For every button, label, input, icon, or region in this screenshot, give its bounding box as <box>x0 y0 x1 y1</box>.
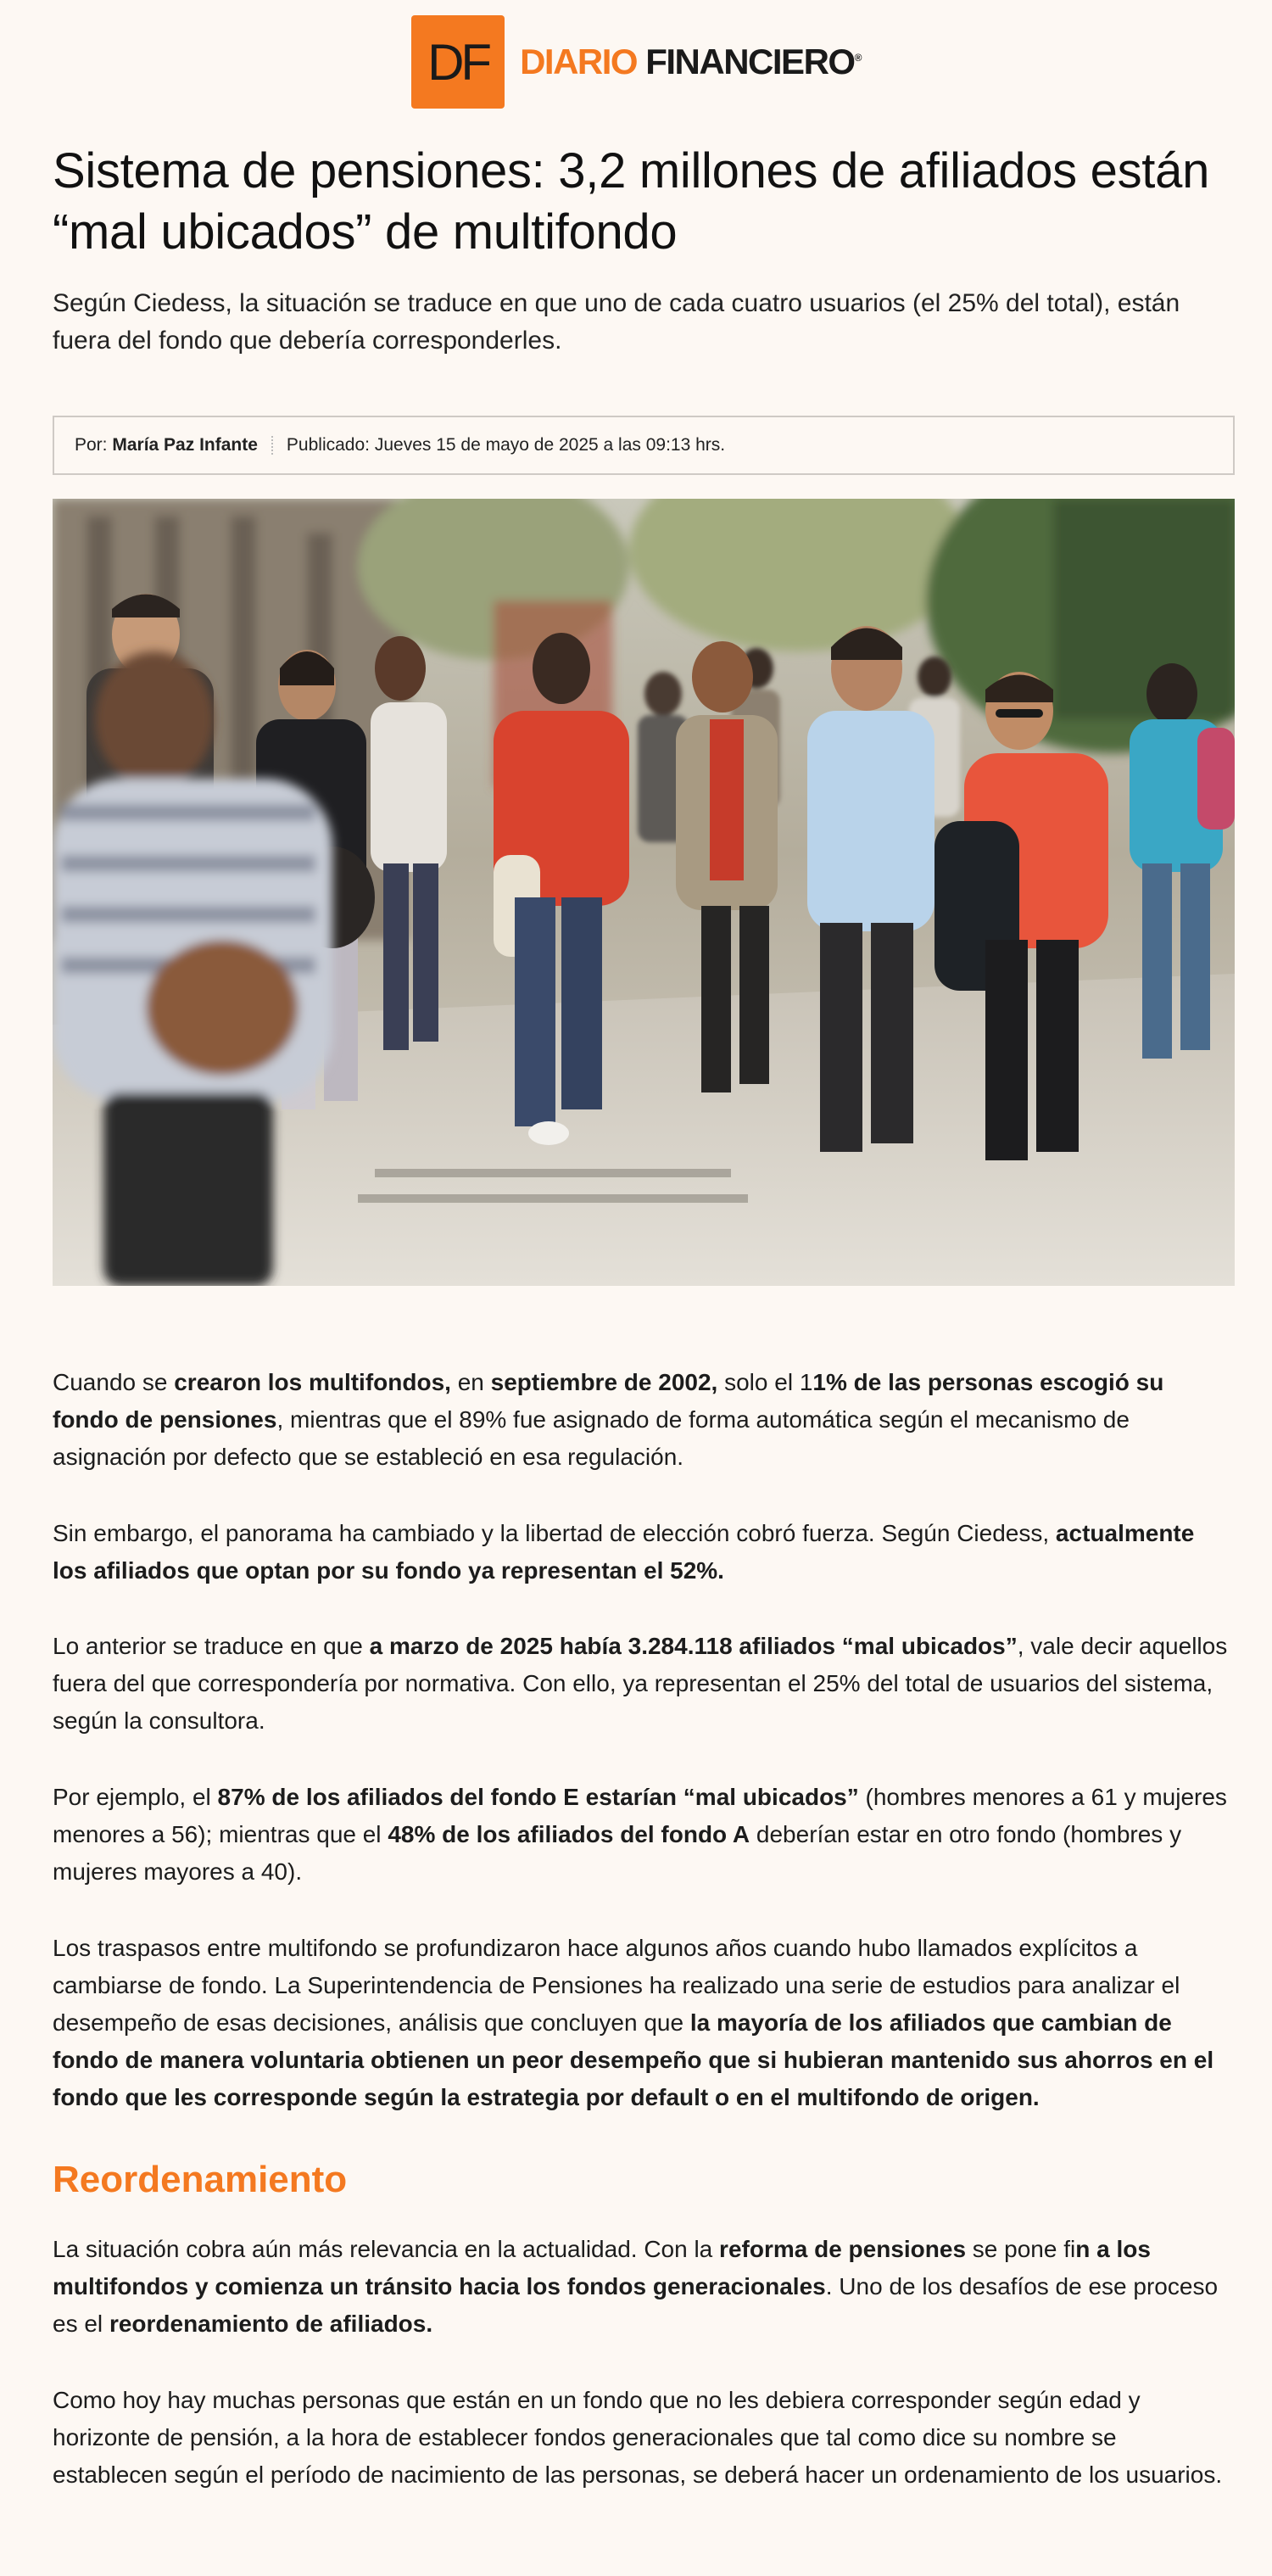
author-name[interactable]: María Paz Infante <box>112 435 258 455</box>
text-run: Los traspasos entre multifondo se profundizaron hace algunos años cuando hubo llamados explícitos a cambiarse de fondo. La Superintendencia de Pensiones ha realizado una serie de estudios para analizar el desempeño de esas decisiones, análisis que concluyen que <box>53 1935 1180 2036</box>
text-run: Como hoy hay muchas personas que están en un fondo que no les debiera corresponder según edad y horizonte de pensión, a la hora de establecer fondos generacionales que tal como dice su nombre se establecen según el período de nacimiento de las personas, se deberá hacer un ordenamiento de los usuarios. <box>53 2387 1223 2488</box>
byline-separator <box>271 436 273 455</box>
bold-text-run: septiembre de 2002, <box>490 1369 718 1395</box>
bold-text-run: 87% de los afiliados del fondo E estarían “mal ubicados” <box>217 1784 859 1810</box>
text-run: (hombres menores a 61 y mujeres menores a 56); mientras que el <box>53 1784 1227 1847</box>
text-run: en <box>450 1369 491 1395</box>
text-run: . Uno de los desafíos de ese proceso es el <box>53 2273 1219 2337</box>
bold-text-run: reordenamiento de afiliados. <box>109 2311 433 2337</box>
article-paragraph-6 <box>53 2231 1235 2343</box>
article-paragraph-3 <box>53 1628 1235 1740</box>
logo-mark: DF <box>411 15 505 109</box>
logo-wordmark <box>520 42 861 82</box>
logo-word-financiero: FINANCIERO <box>645 42 855 81</box>
article-paragraph-2 <box>53 1515 1235 1590</box>
bold-text-run: actualmente los afiliados que optan por su fondo ya representan el 52%. <box>53 1520 1195 1584</box>
published-date: Jueves 15 de mayo de 2025 a las 09:13 hrs. <box>374 435 726 455</box>
bold-text-run: la mayoría de los afiliados que cambian de fondo de manera voluntaria obtienen un peor desempeño que si hubieran mantenido sus ahorros en el fondo que les corresponde según la estrategia por default o en el multifondo de origen. <box>53 2009 1214 2110</box>
text-run: se pone fi <box>966 2236 1076 2262</box>
text-run: Por ejemplo, el <box>53 1784 218 1810</box>
bold-text-run: 1% de las personas escogió su fondo de pensiones <box>53 1369 1164 1433</box>
by-label: Por: <box>75 435 108 455</box>
registered-mark: ® <box>854 52 861 64</box>
logo-word-diario: DIARIO <box>520 42 638 81</box>
article-paragraph-7 <box>53 2382 1235 2494</box>
section-heading: Reordenamiento <box>53 2159 348 2200</box>
article-paragraph-5 <box>53 1930 1235 2116</box>
text-run: La situación cobra aún más relevancia en la actualidad. Con la <box>53 2236 720 2262</box>
article-title: Sistema de pensiones: 3,2 millones de afiliados están “mal ubicados” de multifondo <box>53 143 1210 260</box>
bold-text-run: 48% de los afiliados del fondo A <box>388 1821 750 1847</box>
byline <box>53 416 1235 475</box>
article-photo <box>53 499 1235 1286</box>
article-subtitle: Según Ciedess, la situación se traduce en que uno de cada cuatro usuarios (el 25% del total), están fuera del fondo que debería corresponderles. <box>53 289 1180 355</box>
text-run: , mientras que el 89% fue asignado de forma automática según el mecanismo de asignación por defecto que se estableció en esa regulación. <box>53 1406 1130 1470</box>
text-run: deberían estar en otro fondo (hombres y mujeres mayores a 40). <box>53 1821 1182 1885</box>
text-run: Lo anterior se traduce en que <box>53 1633 370 1659</box>
site-logo[interactable] <box>0 15 1272 109</box>
bold-text-run: a marzo de 2025 había 3.284.118 afiliados “mal ubicados” <box>369 1633 1018 1659</box>
text-run: Cuando se <box>53 1369 175 1395</box>
published-label: Publicado: <box>286 435 370 455</box>
text-run: Sin embargo, el panorama ha cambiado y la libertad de elección cobró fuerza. Según Ciedess, <box>53 1520 1056 1546</box>
article-paragraph-1 <box>53 1364 1235 1476</box>
text-run: solo el 1 <box>717 1369 813 1395</box>
bold-text-run: crearon los multifondos, <box>174 1369 451 1395</box>
text-run: , vale decir aquellos fuera del que correspondería por normativa. Con ello, ya representan el 25% del total de usuarios del sistema, según la consultora. <box>53 1633 1228 1734</box>
bold-text-run: n a los multifondos y comienza un tránsito hacia los fondos generacionales <box>53 2236 1151 2299</box>
article-paragraph-4 <box>53 1779 1235 1891</box>
bold-text-run: reforma de pensiones <box>719 2236 967 2262</box>
